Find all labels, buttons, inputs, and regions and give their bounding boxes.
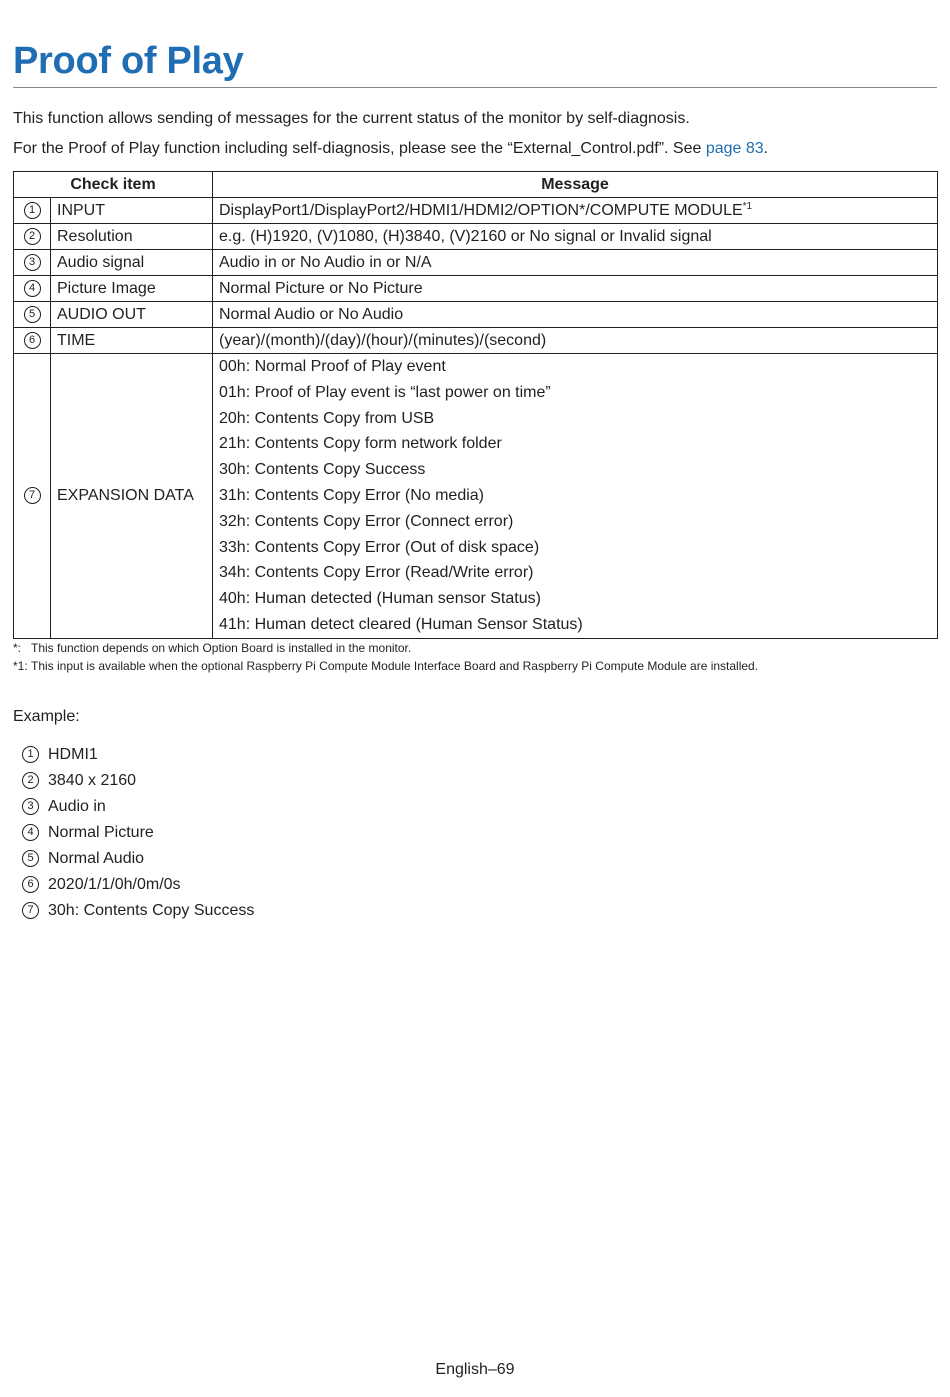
item-text: 30h: Contents Copy Success (48, 902, 255, 919)
expansion-message: 01h: Proof of Play event is “last power on time” (219, 383, 551, 401)
expansion-message: 30h: Contents Copy Success (219, 461, 426, 479)
message-cell: e.g. (H)1920, (V)1080, (H)3840, (V)2160 or No signal or Invalid signal (213, 224, 938, 250)
list-item (22, 820, 254, 846)
expansion-message: 32h: Contents Copy Error (Connect error) (219, 512, 514, 530)
table-row (14, 198, 938, 224)
message-cell: Normal Picture or No Picture (213, 276, 938, 302)
page-footer: English–69 (435, 1361, 515, 1378)
message-cell (213, 198, 938, 224)
footnote (13, 659, 758, 673)
table-header-row (14, 172, 938, 198)
list-item (22, 794, 254, 820)
proof-of-play-table (13, 171, 938, 639)
page-83-link[interactable]: page 83 (705, 140, 764, 157)
footnote-mark: *1: (13, 659, 28, 673)
list-item (22, 872, 254, 898)
page-title: Proof of Play (13, 40, 244, 82)
row-number: 4 (24, 280, 41, 297)
check-item: AUDIO OUT (51, 302, 213, 328)
expansion-messages (213, 354, 938, 639)
footnote-text: This function depends on which Option Board is installed in the monitor. (31, 641, 412, 655)
item-number: 4 (22, 824, 39, 841)
row-number: 6 (24, 332, 41, 349)
expansion-message: 41h: Human detect cleared (Human Sensor Status) (219, 615, 583, 633)
item-number: 2 (22, 772, 39, 789)
item-text: Normal Picture (48, 824, 154, 841)
expansion-message: 34h: Contents Copy Error (Read/Write error) (219, 564, 534, 582)
check-item: INPUT (51, 198, 213, 224)
item-number: 1 (22, 746, 39, 763)
item-text: HDMI1 (48, 746, 98, 763)
item-number: 6 (22, 876, 39, 893)
item-text: Audio in (48, 798, 106, 815)
check-item: EXPANSION DATA (51, 354, 213, 639)
item-text: 2020/1/1/0h/0m/0s (48, 876, 181, 893)
see-text: For the Proof of Play function including self-diagnosis, please see the “External_Control.pdf”. See (13, 140, 706, 157)
message-cell: Normal Audio or No Audio (213, 302, 938, 328)
footnote-text: This input is available when the optional Raspberry Pi Compute Module Interface Board and Raspberry Pi Compute Module are installed. (31, 659, 759, 673)
table-row (14, 224, 938, 250)
footnote-ref: *1 (742, 201, 753, 212)
item-text: 3840 x 2160 (48, 772, 137, 789)
item-number: 3 (22, 798, 39, 815)
intro-paragraph: This function allows sending of messages for the current status of the monitor by self-diagnosis. (13, 110, 690, 127)
table-row (14, 302, 938, 328)
expansion-message: 21h: Contents Copy form network folder (219, 435, 502, 453)
list-item (22, 898, 254, 924)
item-number: 5 (22, 850, 39, 867)
table-row (14, 250, 938, 276)
check-item: Audio signal (51, 250, 213, 276)
message-cell: (year)/(month)/(day)/(hour)/(minutes)/(second) (213, 328, 938, 354)
header-check-item: Check item (14, 172, 213, 198)
expansion-message: 00h: Normal Proof of Play event (219, 358, 446, 375)
example-heading: Example: (13, 708, 80, 725)
item-text: Normal Audio (48, 850, 145, 867)
footnote (13, 641, 411, 655)
expansion-message: 33h: Contents Copy Error (Out of disk space) (219, 538, 540, 556)
footnote-mark: *: (13, 641, 22, 655)
check-item: Resolution (51, 224, 213, 250)
row-number: 7 (24, 487, 41, 504)
title-divider (13, 87, 937, 88)
expansion-message: 20h: Contents Copy from USB (219, 409, 435, 427)
message-text: DisplayPort1/DisplayPort2/HDMI1/HDMI2/OPTION*/COMPUTE MODULE (219, 202, 743, 219)
row-number: 2 (24, 228, 41, 245)
row-number: 1 (24, 202, 41, 219)
expansion-message: 31h: Contents Copy Error (No media) (219, 486, 484, 504)
list-item (22, 768, 254, 794)
list-item (22, 742, 254, 768)
item-number: 7 (22, 902, 39, 919)
header-message: Message (213, 172, 938, 198)
list-item (22, 846, 254, 872)
check-item: TIME (51, 328, 213, 354)
row-number: 3 (24, 254, 41, 271)
row-number: 5 (24, 306, 41, 323)
table-row (14, 328, 938, 354)
table-row-expansion (14, 354, 938, 639)
check-item: Picture Image (51, 276, 213, 302)
see-text-end: . (763, 140, 769, 157)
table-row (14, 276, 938, 302)
expansion-message: 40h: Human detected (Human sensor Status) (219, 590, 541, 608)
message-cell: Audio in or No Audio in or N/A (213, 250, 938, 276)
see-paragraph (13, 140, 768, 158)
example-list (22, 742, 254, 924)
